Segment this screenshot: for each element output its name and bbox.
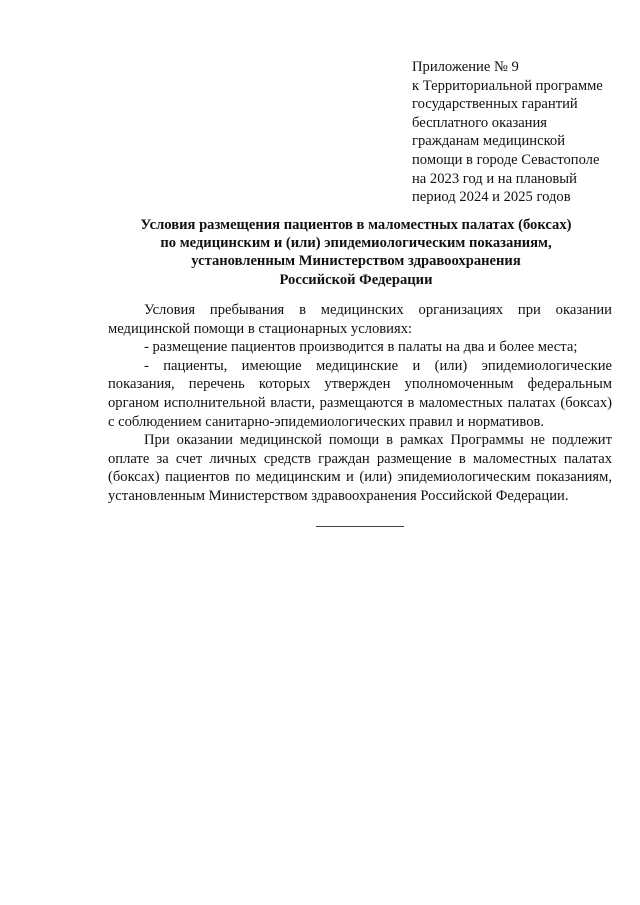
annex-line: период 2024 и 2025 годов [412,189,571,206]
title-line: установленным Министерством здравоохранения [191,253,521,270]
annex-line: на 2023 год и на плановый [412,170,577,187]
annex-line: к Территориальной программе [412,77,603,94]
title-line: Российской Федерации [279,271,433,288]
annex-line: гражданам медицинской [412,133,566,150]
body-list-item: - пациенты, имеющие медицинские и (или) эпидемиологические показания, перечень которых утвержден уполномоченным федеральным органом исполнительной власти, размещаются в маломестных палатах (боксах) с соблюдением санитарно-эпидемиологических правил и нормативов. [108,357,612,430]
document-body [108,301,612,506]
body-paragraph: При оказании медицинской помощи в рамках Программы не подлежит оплате за счет личных средств граждан размещение в маломестных палатах (боксах) пациентов по медицинским и (или) эпидемиологическим показаниям, установленным Министерством здравоохранения Российской Федерации. [108,432,612,504]
document-title [96,216,616,289]
annex-line: бесплатного оказания [412,114,548,131]
annex-line: помощи в городе Севастополе [412,151,600,168]
annex-line: государственных гарантий [412,96,578,113]
title-line: по медицинским и (или) эпидемиологическим показаниям, [160,235,552,252]
annex-line: Приложение № 9 [412,59,519,75]
title-line: Условия размещения пациентов в маломестных палатах (боксах) [140,217,572,233]
closing-divider [316,526,404,527]
body-paragraph: Условия пребывания в медицинских организациях при оказании медицинской помощи в стационарных условиях: [108,302,612,337]
annex-note [412,58,622,207]
body-list-item: - размещение пациентов производится в палаты на два и более места; [144,339,578,356]
